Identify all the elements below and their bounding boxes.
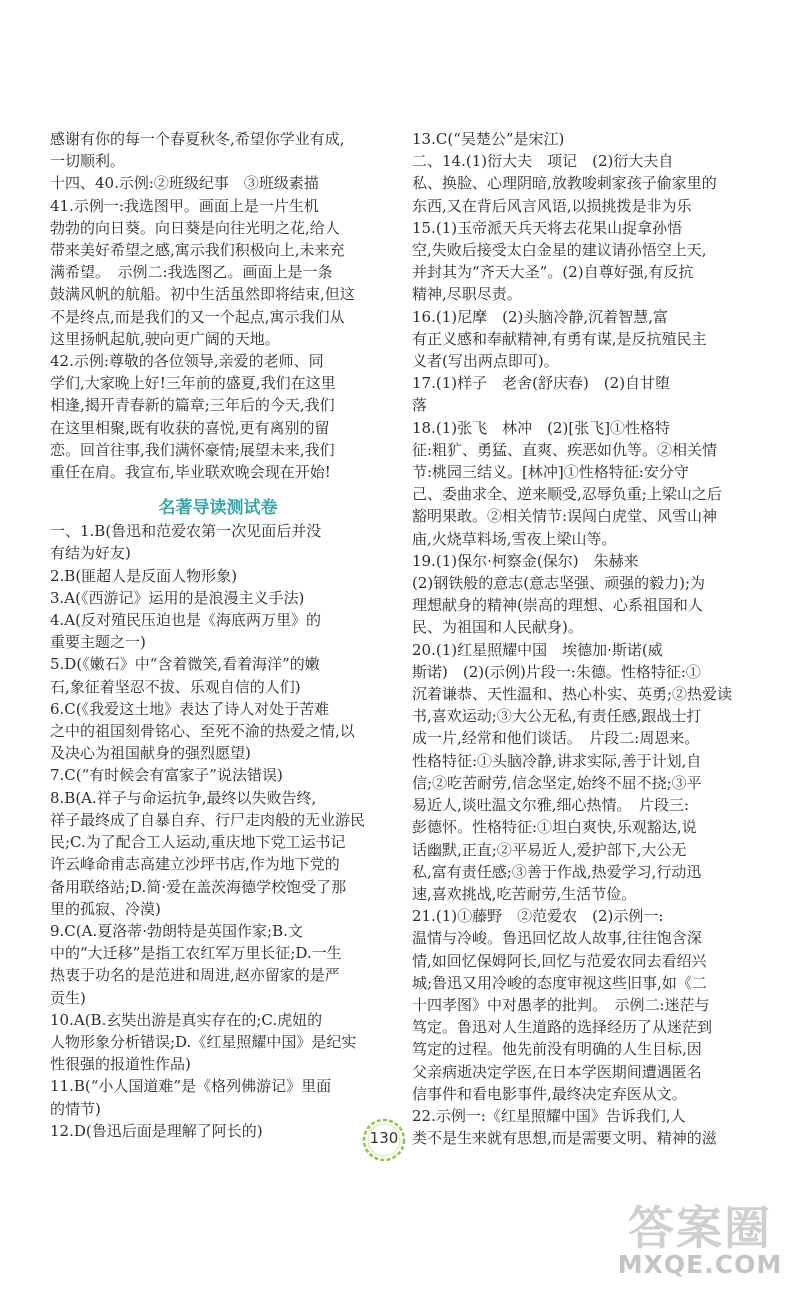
text-line: 话幽默,正直;②平易近人,爱护部下,大公无 <box>412 840 687 859</box>
text-line: 斯诺) (2)(示例)片段一:朱德。性格特征:① <box>412 662 701 681</box>
text-line: 22.示例一:《红星照耀中国》告诉我们,人 <box>412 1106 686 1125</box>
text-line: 10.A(B.玄奘出游是真实存在的;C.虎妞的 <box>50 1010 323 1029</box>
right-column <box>412 128 752 1149</box>
section-title: 名著导读测试卷 <box>158 498 278 519</box>
text-line: 城;鲁迅又用冷峻的态度审视这些旧事,如《二 <box>412 973 707 992</box>
text-line: 重要主题之一) <box>50 633 146 652</box>
watermark-url: MXQE.COM <box>617 1250 783 1279</box>
text-line: 3.A(《西游记》运用的是浪漫主义手法) <box>50 588 305 607</box>
text-line: 己、委曲求全、逆来顺受,忍辱负重;上梁山之后 <box>412 485 722 504</box>
text-line: 东西,又在背后风言风语,以损挑拨是非为乐 <box>412 196 692 215</box>
text-line: 2.B(匪超人是反面人物形象) <box>50 566 238 585</box>
text-line: 一切顺利。 <box>50 152 126 171</box>
text-line: 11.B(“小人国道难”是《格列佛游记》里面 <box>50 1077 332 1096</box>
text-line: 带来美好希望之感,寓示我们积极向上,未来充 <box>50 241 345 260</box>
text-line: 感谢有你的每一个春夏秋冬,希望你学业有成, <box>50 130 345 148</box>
text-line: 16.(1)尼摩 (2)头脑冷静,沉着智慧,富 <box>412 307 668 326</box>
left-column <box>50 128 386 1142</box>
text-line: 13.C(“吴楚公”是宋江) <box>412 130 565 148</box>
text-line: 庙,火烧草料场,雪夜上梁山等。 <box>412 529 617 548</box>
text-line: 7.C(“有时候会有富家子”说法错误) <box>50 766 283 785</box>
text-line: 义者(写出两点即可)。 <box>412 352 559 371</box>
text-line: 十四孝图》中对愚孝的批判。 示例二:迷茫与 <box>412 995 710 1014</box>
text-line: 祥子最终成了自暴自弃、行尸走肉般的无业游民 <box>50 810 366 829</box>
text-line: 笃定的过程。他先前没有明确的人生目标,因 <box>412 1040 702 1059</box>
text-line: 的情节) <box>50 1099 101 1118</box>
text-line: 民;C.为了配合工人运动,重庆地下党工运书记 <box>50 833 346 852</box>
left-lines <box>50 128 386 483</box>
text-line: 学们,大家晚上好!三年前的盛夏,我们在这里 <box>50 374 336 393</box>
text-line: 精神,尽职尽责。 <box>412 285 522 304</box>
text-line: 20.(1)红星照耀中国 埃德加·斯诺(威 <box>412 640 663 659</box>
text-line: 笃定。鲁迅对人生道路的选择经历了从迷茫到 <box>412 1018 713 1037</box>
text-line: 15.(1)玉帝派天兵天将去花果山捉拿孙悟 <box>412 218 683 237</box>
text-line: 温情与冷峻。鲁迅回忆故人故事,往往饱含深 <box>412 929 702 948</box>
text-line: 9.C(A.夏洛蒂·勃朗特是英国作家;B.文 <box>50 921 303 940</box>
text-line: 42.示例:尊敬的各位领导,亲爱的老师、同 <box>50 352 324 371</box>
text-line: 成一片,经常和他们谈话。 片段二:周恩来。 <box>412 729 700 748</box>
text-line: 相逢,揭开青春新的篇章;三年后的今天,我们 <box>50 396 335 415</box>
text-line: 一、1.B(鲁迅和范爱农第一次见面后并没 <box>50 522 322 541</box>
text-line: 中的“大迁移”是指工农红军万里长征;D.一生 <box>50 944 342 963</box>
text-line: 这里扬帆起航,驶向更广阔的天地。 <box>50 329 280 348</box>
text-line: 十四、40.示例:②班级纪事 ③班级素描 <box>50 174 319 193</box>
text-line: 性很强的报道性作品) <box>50 1055 191 1074</box>
text-line: 人物形象分析错误;D.《红星照耀中国》是纪实 <box>50 1032 357 1051</box>
text-line: 21.(1)①藤野 ②范爱农 (2)示例一: <box>412 907 664 926</box>
text-line: 空,失败后接受太白金星的建议请孙悟空上天, <box>412 241 707 260</box>
text-line: 私、换脸、心理阴暗,放教唆刺家孩子偷家里的 <box>412 174 717 193</box>
right-lines <box>412 128 752 1149</box>
text-line: 满希望。 示例二:我选图乙。画面上是一条 <box>50 263 333 282</box>
text-line: 情,如回忆保姆阿长,回忆与范爱农同去看绍兴 <box>412 951 707 970</box>
text-line: 落 <box>412 396 428 415</box>
text-line: 豁明果敢。②相关情节:误闯白虎堂、风雪山神 <box>412 507 718 526</box>
watermark-logo: 答案圈 <box>628 1201 772 1255</box>
text-line: 并封其为“齐天大圣”。(2)自尊好强,有反抗 <box>412 263 694 282</box>
text-line: 12.D(鲁迅后面是理解了阿长的) <box>50 1121 263 1140</box>
text-line: 有结为好友) <box>50 544 131 563</box>
text-line: 里的孤寂、冷漠) <box>50 899 161 918</box>
text-line: 及决心为祖国献身的强烈愿望) <box>50 744 251 763</box>
text-line: 41.示例一:我选图甲。画面上是一片生机 <box>50 196 319 215</box>
text-line: 父亲病逝决定学医,在日本学医期间遭遇匿名 <box>412 1062 702 1081</box>
text-line: 信事件和看电影事件,最终决定弃医从文。 <box>412 1084 687 1103</box>
text-line: 理想献身的精神(崇高的理想、心系祖国和人 <box>412 596 703 615</box>
text-line: 勃勃的向日葵。向日葵是向往光明之花,给人 <box>50 218 340 237</box>
text-line: 二、14.(1)衍大夫 项记 (2)衍大夫自 <box>412 152 674 171</box>
text-line: 征:粗犷、勇猛、直爽、疾恶如仇等。②相关情 <box>412 440 718 459</box>
text-line: 热衷于功名的是范进和周进,赵亦留家的是严 <box>50 966 340 985</box>
text-line: 石,象征着坚忍不拔、乐观自信的人们) <box>50 677 301 696</box>
text-line: 17.(1)样子 老舍(舒庆春) (2)自甘堕 <box>412 374 671 393</box>
text-line: 备用联络站;D.简·爱在盖茨海德学校饱受了那 <box>50 877 347 896</box>
text-line: 类不是生来就有思想,而是需要文明、精神的滋 <box>412 1129 717 1148</box>
text-line: 性格特征:①头脑冷静,讲求实际,善于计划,自 <box>412 751 702 770</box>
text-line: 许云峰命甫志高建立沙坪书店,作为地下党的 <box>50 855 340 874</box>
text-line: 在这里相聚,既有收获的喜悦,更有离别的留 <box>50 418 330 437</box>
watermark <box>610 1192 790 1286</box>
text-line: 不是终点,而是我们的又一个起点,寓示我们从 <box>50 307 345 326</box>
text-line: 重任在肩。我宣布,毕业联欢晚会现在开始! <box>50 463 331 482</box>
text-line: 有正义感和奉献精神,有勇有谋,是反抗殖民主 <box>412 329 707 348</box>
left-lines-after <box>50 520 386 1142</box>
text-line: 鼓满风帆的航船。初中生活虽然即将结束,但这 <box>50 285 355 304</box>
text-line: 18.(1)张飞 林冲 (2)[张飞]①性格特 <box>412 418 671 437</box>
text-line: 8.B(A.祥子与命运抗争,最终以失败告终, <box>50 788 317 807</box>
text-line: 6.C(《我爱这土地》表达了诗人对处于苦难 <box>50 699 330 718</box>
page-number-badge <box>361 1117 407 1163</box>
text-line: 彭德怀。性格特征:①坦白爽快,乐观豁达,说 <box>412 818 697 837</box>
text-line: 节:桃园三结义。[林冲]①性格特征:安分守 <box>412 463 689 482</box>
text-line: 沉着谦恭、天性温和、热心朴实、英勇;②热爱读 <box>412 685 733 704</box>
text-line: 私,富有责任感;③善于作战,热爱学习,行动迅 <box>412 862 702 881</box>
text-line: 5.D(《嫩石》中“含着微笑,看着海洋”的嫩 <box>50 655 320 674</box>
text-line: 贡生) <box>50 988 86 1007</box>
text-line: 速,喜欢挑战,吃苦耐劳,生活节俭。 <box>412 884 637 903</box>
text-line: 民、为祖国和人民献身)。 <box>412 618 583 637</box>
text-line: 19.(1)保尔·柯察金(保尔) 朱赫来 <box>412 551 639 570</box>
text-line: 之中的祖国刻骨铭心、至死不渝的热爱之情,以 <box>50 722 355 741</box>
page-number: 130 <box>369 1129 399 1147</box>
text-line: 信;②吃苦耐劳,信念坚定,始终不屈不挠;③平 <box>412 773 702 792</box>
text-line: 书,喜欢运动;③大公无私,有责任感,跟战士打 <box>412 707 702 726</box>
text-line: 4.A(反对殖民压迫也是《海底两万里》的 <box>50 611 321 630</box>
text-line: (2)钢铁般的意志(意志坚强、顽强的毅力);为 <box>412 574 706 593</box>
text-line: 易近人,谈吐温文尔雅,细心热情。 片段三: <box>412 796 690 815</box>
text-line: 恋。回首往事,我们满怀豪情;展望未来,我们 <box>50 440 335 459</box>
